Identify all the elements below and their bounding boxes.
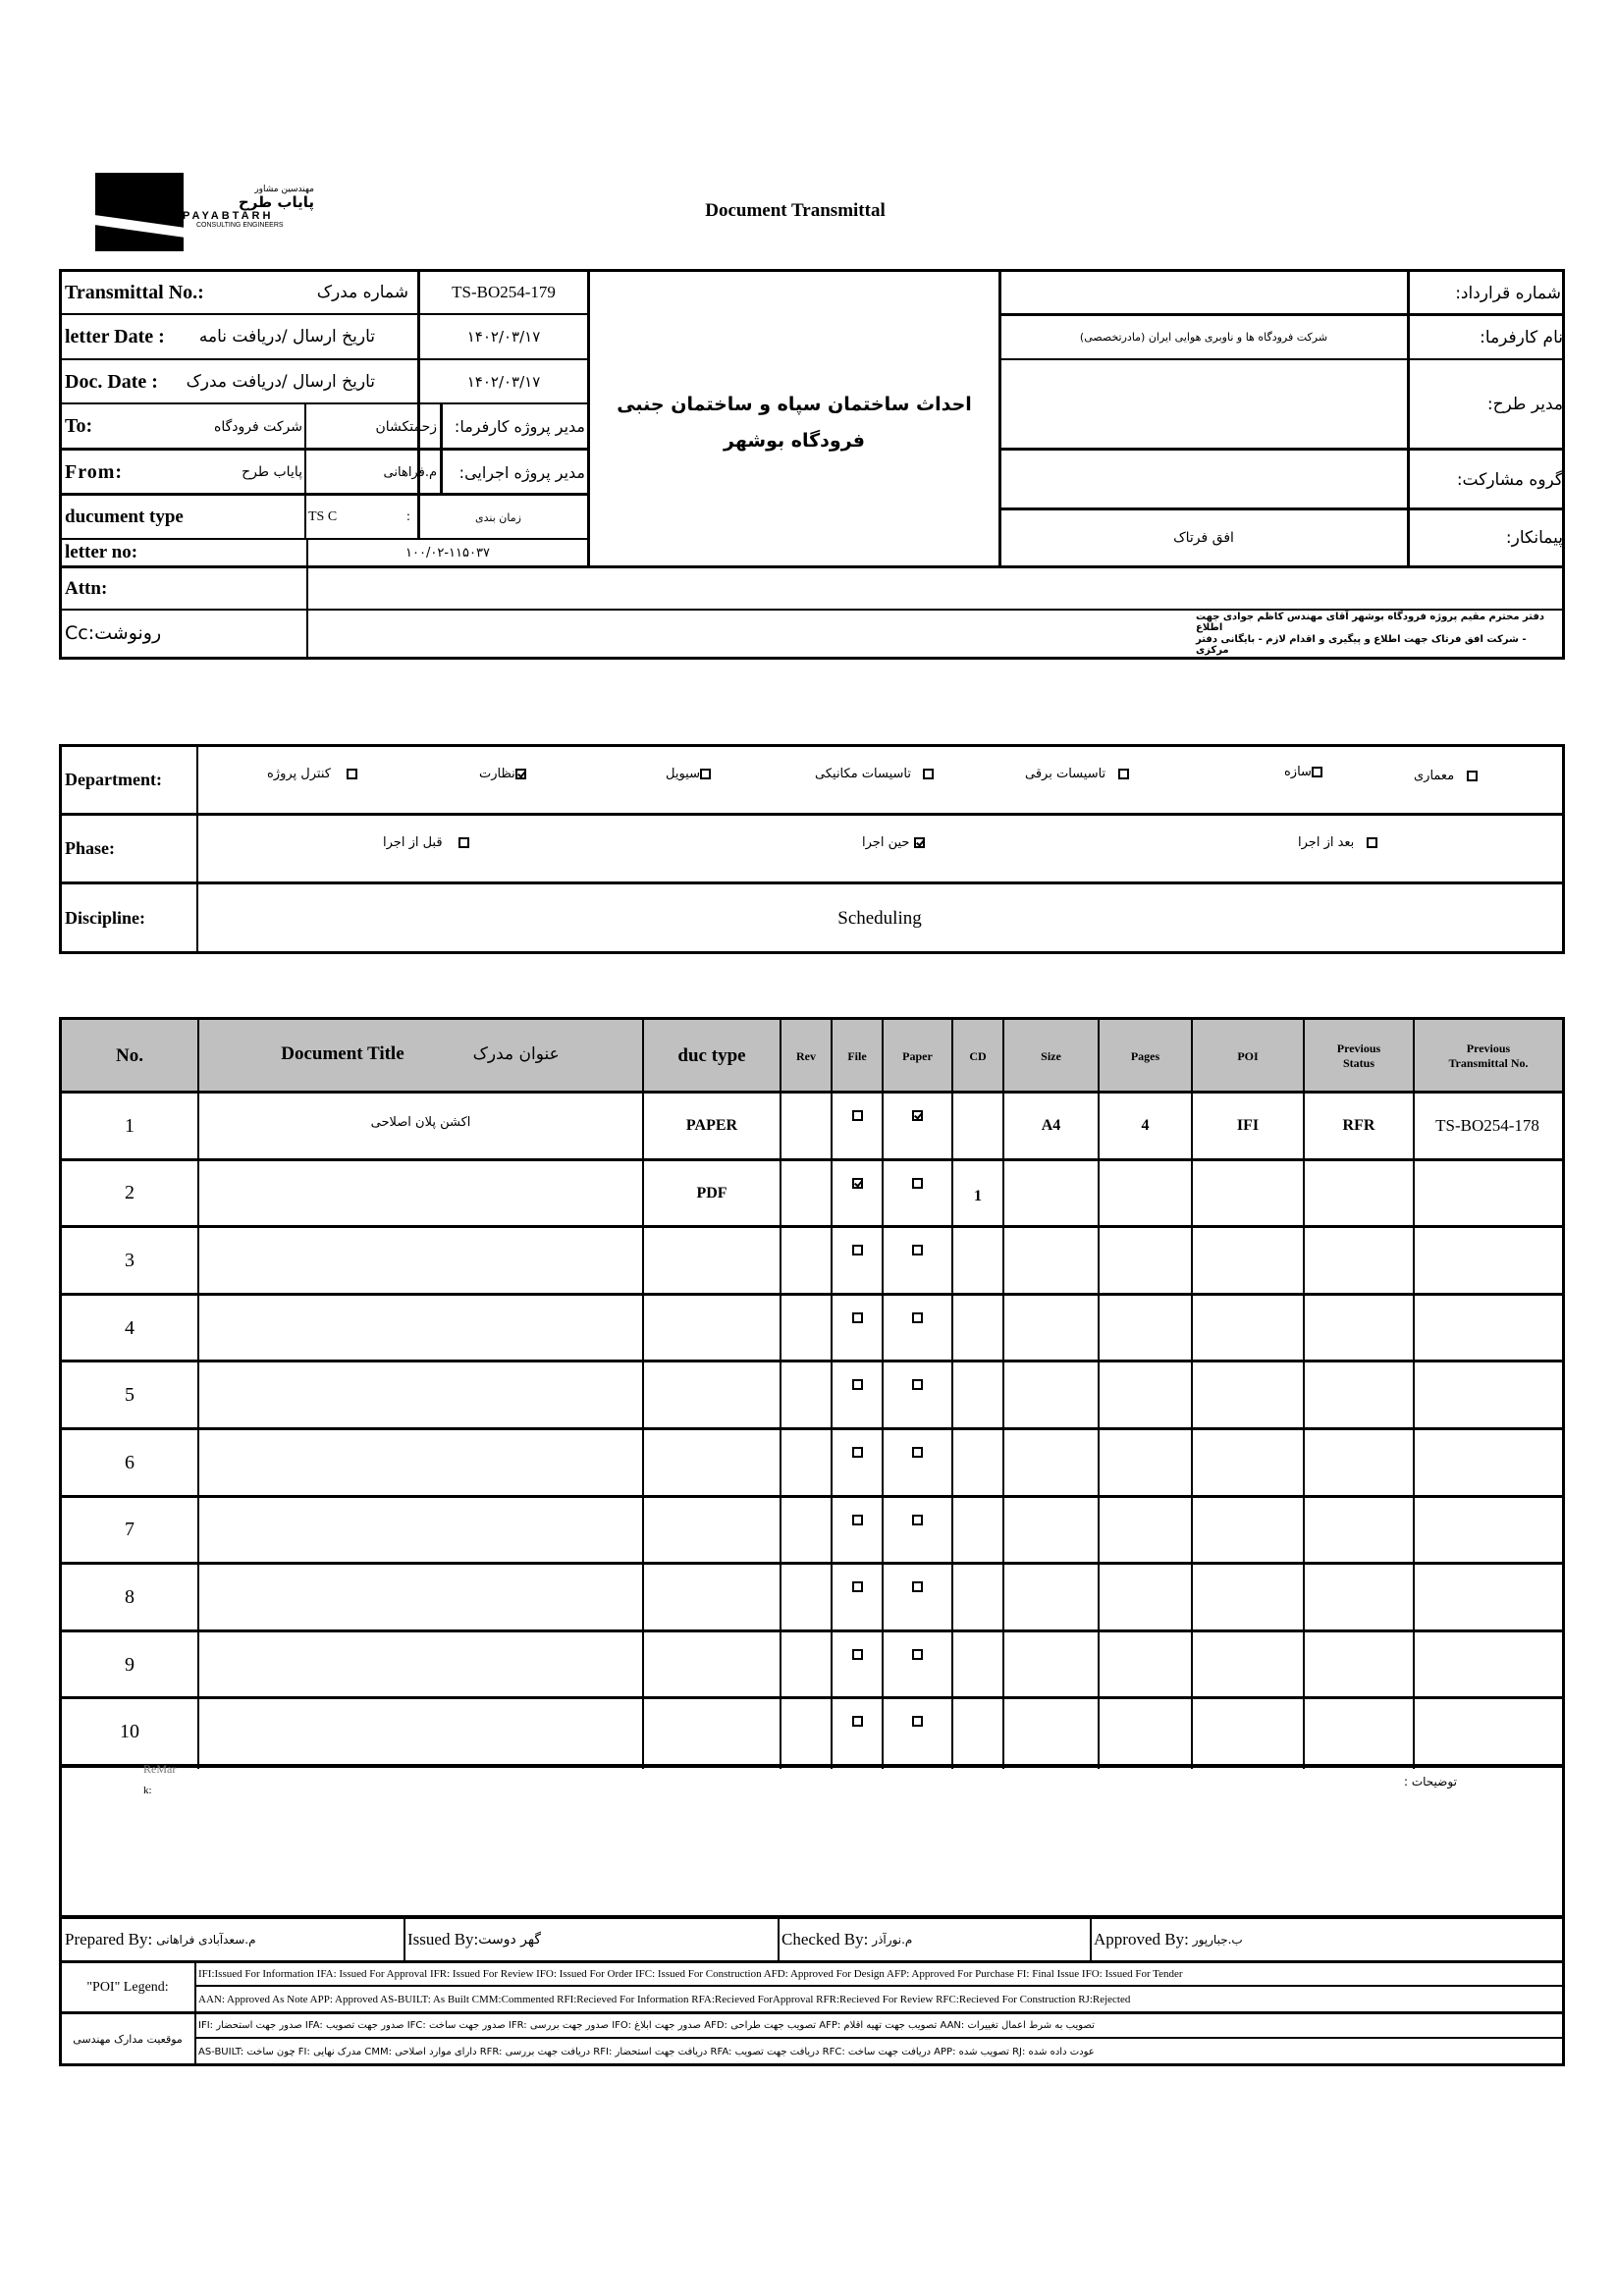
row-poi <box>1193 1499 1303 1563</box>
contractor-label-cell <box>1410 510 1563 565</box>
cc-label: Cc:رونوشت <box>65 622 162 644</box>
doc-date-value: ۱۴۰۲/۰۳/۱۷ <box>466 373 541 391</box>
department-label-supervision: نظارت <box>479 767 515 781</box>
cc-line-1: دفتر محترم مقیم پروژه فرودگاه بوشهر آقای مهندس کاظم جوادی جهت اطلاع <box>1196 611 1545 633</box>
row-prev-status: RFR <box>1342 1117 1375 1135</box>
letter-date-cell <box>420 316 587 357</box>
row-poi <box>1193 1633 1303 1697</box>
paper-checkbox[interactable] <box>912 1447 923 1458</box>
department-option-supervision[interactable] <box>479 767 526 781</box>
row-title <box>199 1363 642 1427</box>
row-poi <box>1193 1162 1303 1226</box>
checkbox-supervision[interactable] <box>515 769 526 779</box>
row-title <box>199 1499 642 1563</box>
row-paper-checkbox[interactable] <box>884 1499 951 1563</box>
doc-type-label-cell <box>65 496 304 538</box>
row-prev-status <box>1305 1431 1413 1495</box>
department-label-architecture: معماری <box>1414 769 1455 783</box>
row-cd <box>953 1431 1002 1495</box>
project-title-line-2: فرودگاه بوشهر <box>724 430 865 452</box>
checkbox-phase-after[interactable] <box>1367 837 1377 848</box>
checkbox-mechanical[interactable] <box>923 769 934 779</box>
row-title <box>199 1566 642 1629</box>
row-poi: IFI <box>1236 1117 1260 1135</box>
row-file-checkbox[interactable] <box>833 1700 882 1764</box>
checkbox-architecture[interactable] <box>1467 771 1478 781</box>
row-cd <box>953 1297 1002 1361</box>
contract-no-label-cell <box>1410 273 1563 313</box>
logo-subtitle-en: CONSULTING ENGINEERS <box>196 222 284 229</box>
row-duc-type <box>644 1297 780 1361</box>
row-file-checkbox[interactable] <box>833 1566 882 1629</box>
col-header-prev-transmittal: Previous Transmittal No. <box>1448 1041 1529 1070</box>
row-file-checkbox[interactable] <box>833 1633 882 1697</box>
row-duc-type <box>644 1363 780 1427</box>
to-role: مدیر پروژه کارفرما: <box>454 417 585 436</box>
row-title <box>199 1162 642 1226</box>
checkbox-phase-before[interactable] <box>458 837 469 848</box>
row-pages <box>1100 1700 1191 1764</box>
row-pages <box>1100 1162 1191 1226</box>
row-duc-type <box>644 1633 780 1697</box>
row-cd <box>953 1700 1002 1764</box>
row-prev-transmittal: TS-BO254-178 <box>1435 1116 1539 1136</box>
status-legend-label-cell: موقعیت مدارک مهندسی <box>73 2033 183 2046</box>
to-person-cell <box>307 405 439 448</box>
row-prev-status <box>1305 1162 1413 1226</box>
contractor-value: افق فرتاک <box>1173 530 1234 546</box>
row-prev-transmittal <box>1415 1566 1560 1629</box>
contractor-label: پیمانکار: <box>1505 528 1563 548</box>
department-label-mechanical: تاسیسات مکانیکی <box>815 767 911 781</box>
discipline-value: Scheduling <box>837 907 922 929</box>
paper-checkbox[interactable] <box>912 1716 923 1727</box>
row-size <box>1004 1499 1098 1563</box>
letter-date-label: letter Date : <box>65 325 165 347</box>
remarks-label-en: ReMar <box>143 1762 177 1776</box>
department-label-cell <box>65 747 196 813</box>
row-cd: 1 <box>974 1187 982 1204</box>
department-option-structure[interactable] <box>1284 765 1322 779</box>
to-person: زحمتکشان <box>375 418 437 435</box>
row-rev <box>781 1363 831 1427</box>
col-header-size: Size <box>1041 1048 1061 1063</box>
issued-by-value: گهر دوست <box>478 1932 542 1948</box>
phase-option-before[interactable] <box>383 835 469 850</box>
phase-label-cell <box>65 816 196 881</box>
project-title-cell <box>590 273 998 565</box>
row-title <box>199 1297 642 1361</box>
letter-date-label-cell <box>65 316 414 357</box>
col-header-poi: POI <box>1237 1048 1259 1063</box>
row-rev <box>781 1633 831 1697</box>
paper-checkbox[interactable] <box>912 1110 923 1121</box>
file-checkbox[interactable] <box>852 1379 863 1390</box>
row-size <box>1004 1229 1098 1293</box>
from-person: م.فراهانی <box>383 464 437 480</box>
row-pages <box>1100 1633 1191 1697</box>
checkbox-electrical[interactable] <box>1118 769 1129 779</box>
discipline-label: Discipline: <box>65 908 146 928</box>
transmittal-no-cell <box>420 273 587 312</box>
checkbox-structure[interactable] <box>1312 767 1322 777</box>
department-label-structure: سازه <box>1284 765 1312 779</box>
row-size <box>1004 1363 1098 1427</box>
letter-no-cell <box>308 540 587 565</box>
row-file-checkbox[interactable] <box>833 1162 882 1226</box>
row-prev-transmittal <box>1415 1297 1560 1361</box>
row-prev-transmittal <box>1415 1499 1560 1563</box>
row-file-checkbox[interactable] <box>833 1229 882 1293</box>
row-no: 5 <box>125 1384 135 1407</box>
cc-label-cell <box>65 611 304 656</box>
checked-by-cell: Checked By: م.نورآذر <box>781 1930 913 1949</box>
logo-name-en: PAYABTARH <box>183 210 274 222</box>
plan-manager-label: مدیر طرح: <box>1486 395 1563 414</box>
file-checkbox[interactable] <box>852 1245 863 1255</box>
transmittal-no-value: TS-BO254-179 <box>452 283 556 301</box>
paper-checkbox[interactable] <box>912 1178 923 1189</box>
phase-label-during: حین اجرا <box>862 835 910 850</box>
transmittal-no-label: Transmittal No.: <box>65 281 204 303</box>
row-paper-checkbox[interactable] <box>884 1633 951 1697</box>
col-header-no: No. <box>116 1045 143 1066</box>
from-person-cell <box>307 452 439 493</box>
doc-date-label: Doc. Date : <box>65 370 158 393</box>
row-duc-type <box>644 1566 780 1629</box>
department-label-civil: سیویل <box>666 767 700 781</box>
row-title <box>199 1431 642 1495</box>
company-logo-text <box>183 185 314 229</box>
row-paper-checkbox[interactable] <box>884 1297 951 1361</box>
contract-no-label: شماره قرارداد: <box>1455 283 1561 303</box>
doc-type-code: TS C <box>308 509 338 524</box>
paper-checkbox[interactable] <box>912 1245 923 1255</box>
department-option-electrical[interactable] <box>1025 767 1129 781</box>
cc-line-2: - شرکت افق فرتاک جهت اطلاع و پیگیری و اقدام لازم - بایگانی دفتر مرکزی <box>1196 633 1527 656</box>
row-duc-type <box>644 1431 780 1495</box>
row-prev-status <box>1305 1633 1413 1697</box>
from-role: مدیر پروژه اجرایی: <box>458 462 585 482</box>
contractor-cell <box>1001 510 1406 565</box>
to-label: To: <box>65 415 93 437</box>
row-no: 8 <box>125 1585 135 1608</box>
row-rev <box>781 1499 831 1563</box>
checked-by-value: م.نورآذر <box>872 1933 913 1947</box>
discipline-label-cell <box>65 884 196 952</box>
attn-value-cell <box>308 568 1561 609</box>
doc-date-cell <box>420 361 587 402</box>
doc-type-separator: : <box>406 509 410 524</box>
logo-subtitle-fa: مهندسین مشاور <box>254 185 314 194</box>
row-pages <box>1100 1229 1191 1293</box>
row-size <box>1004 1297 1098 1361</box>
row-poi <box>1193 1431 1303 1495</box>
row-prev-status <box>1305 1700 1413 1764</box>
col-header-prev-status: Previous Status <box>1336 1041 1381 1070</box>
paper-checkbox[interactable] <box>912 1312 923 1323</box>
letter-no-value: ۱۰۰/۰۲-۱۱۵۰۳۷ <box>405 545 490 561</box>
to-value: شرکت فرودگاه <box>214 418 302 435</box>
file-checkbox[interactable] <box>852 1716 863 1727</box>
plan-manager-cell <box>1001 361 1406 448</box>
row-duc-type <box>644 1499 780 1563</box>
from-label: From: <box>65 460 124 483</box>
row-poi <box>1193 1297 1303 1361</box>
col-header-pages: Pages <box>1130 1048 1160 1063</box>
partnership-label: گروه مشارکت: <box>1456 469 1563 490</box>
doc-type-label: ducument type <box>65 506 184 527</box>
row-file-checkbox[interactable] <box>833 1363 882 1427</box>
row-size <box>1004 1431 1098 1495</box>
row-prev-transmittal <box>1415 1229 1560 1293</box>
row-paper-checkbox[interactable] <box>884 1162 951 1226</box>
row-title <box>199 1229 642 1293</box>
checkbox-civil[interactable] <box>700 769 711 779</box>
row-prev-status <box>1305 1297 1413 1361</box>
row-cd <box>953 1363 1002 1427</box>
employer-cell <box>1001 316 1406 358</box>
department-label: Department: <box>65 770 162 789</box>
row-file-checkbox[interactable] <box>833 1431 882 1495</box>
contract-no-cell <box>1001 273 1406 313</box>
remarks-area[interactable] <box>62 1773 1562 1916</box>
row-cd <box>953 1095 1002 1158</box>
row-no: 7 <box>125 1519 135 1541</box>
row-cd <box>953 1499 1002 1563</box>
row-cd <box>953 1566 1002 1629</box>
poi-legend-line-1: IFI:Issued For Information IFA: Issued For Approval IFR: Issued For Review IFO: Issued For Order IFC: Issued For Construction AFD: Approved For Design AFP: Approved For Purchase FI: Final Issue IFO: Issued For Tender <box>198 1968 1183 1980</box>
doc-type-value: زمان بندی <box>475 511 521 524</box>
row-prev-transmittal <box>1415 1162 1560 1226</box>
transmittal-no-label-fa: شماره مدرک <box>316 283 408 302</box>
row-title <box>199 1633 642 1697</box>
col-header-cd: CD <box>969 1048 987 1063</box>
row-pages <box>1100 1297 1191 1361</box>
from-role-cell <box>444 452 587 493</box>
row-no: 1 <box>125 1114 135 1137</box>
row-rev <box>781 1431 831 1495</box>
row-poi <box>1193 1229 1303 1293</box>
row-rev <box>781 1566 831 1629</box>
col-header-title: Document Title عنوان مدرک <box>281 1043 560 1064</box>
row-pages: 4 <box>1141 1117 1150 1135</box>
phase-label-after: بعد از اجرا <box>1298 835 1355 850</box>
status-legend-line-2: AS-BUILT: چون ساخت FI: مدرک نهایی CMM: دارای موارد اصلاحی RFR: دریافت جهت بررسی RFI: دریافت جهت استحضار RFA: دریافت جهت تصویب RFC: دریافت جهت ساخت APP: تصویب شده RJ: عودت داده شده <box>198 2046 1095 2057</box>
row-file-checkbox[interactable] <box>833 1095 882 1158</box>
doc-date-label-fa: تاریخ ارسال /دریافت مدرک <box>186 372 375 392</box>
file-checkbox[interactable] <box>852 1649 863 1660</box>
row-pages <box>1100 1431 1191 1495</box>
remarks-label-en-sub: k: <box>143 1785 152 1796</box>
file-checkbox[interactable] <box>852 1447 863 1458</box>
department-label-project-control: کنترل پروژه <box>267 767 331 781</box>
row-no: 3 <box>125 1249 135 1271</box>
row-no: 2 <box>125 1182 135 1204</box>
letter-no-label-cell <box>65 540 304 565</box>
doc-type-cell <box>308 496 587 538</box>
file-checkbox[interactable] <box>852 1110 863 1121</box>
phase-label: Phase: <box>65 838 115 858</box>
row-prev-transmittal <box>1415 1431 1560 1495</box>
row-pages <box>1100 1363 1191 1427</box>
page-title: Document Transmittal <box>705 200 886 221</box>
row-poi <box>1193 1566 1303 1629</box>
letter-date-value: ۱۴۰۲/۰۳/۱۷ <box>466 328 541 346</box>
row-pages <box>1100 1499 1191 1563</box>
col-header-file: File <box>847 1048 867 1063</box>
employer-value: شرکت فرودگاه ها و ناوبری هوایی ایران (مادرتخصصی) <box>1079 331 1328 344</box>
row-duc-type <box>644 1229 780 1293</box>
employer-label: نام کارفرما: <box>1480 327 1563 347</box>
issued-by-cell: Issued By: گهر دوست <box>407 1930 542 1949</box>
col-header-paper: Paper <box>902 1048 933 1063</box>
row-paper-checkbox[interactable] <box>884 1095 951 1158</box>
phase-options <box>198 816 1561 881</box>
row-prev-transmittal <box>1415 1363 1560 1427</box>
row-size <box>1004 1700 1098 1764</box>
paper-checkbox[interactable] <box>912 1649 923 1660</box>
phase-option-during[interactable] <box>862 835 925 850</box>
row-prev-status <box>1305 1499 1413 1563</box>
row-paper-checkbox[interactable] <box>884 1363 951 1427</box>
company-logo <box>95 173 184 251</box>
paper-checkbox[interactable] <box>912 1581 923 1592</box>
department-option-project-control[interactable] <box>267 767 357 781</box>
row-size <box>1004 1162 1098 1226</box>
row-poi <box>1193 1363 1303 1427</box>
row-prev-transmittal <box>1415 1700 1560 1764</box>
col-header-rev: Rev <box>796 1048 816 1063</box>
paper-checkbox[interactable] <box>912 1515 923 1525</box>
row-duc-type: PAPER <box>685 1117 738 1135</box>
to-label-cell <box>65 405 304 448</box>
letter-no-label: letter no: <box>65 542 138 562</box>
partnership-label-cell <box>1410 452 1563 507</box>
from-value: پایاب طرح <box>242 464 302 480</box>
row-no: 9 <box>125 1653 135 1676</box>
file-checkbox[interactable] <box>852 1178 863 1189</box>
poi-legend-line-2: AAN: Approved As Note APP: Approved AS-BUILT: As Built CMM:Commented RFI:Recieved For Information RFA:Recieved ForApproval RFR:Recieved For Review RFC:Recieved For Construction RJ:Rejected <box>198 1994 1131 2005</box>
approved-by-cell: Approved By: ب.جبارپور <box>1094 1930 1243 1949</box>
department-option-mechanical[interactable] <box>815 767 934 781</box>
department-option-civil[interactable] <box>666 767 711 781</box>
row-rev <box>781 1162 831 1226</box>
doc-date-label-cell <box>65 361 414 402</box>
plan-manager-label-cell <box>1410 361 1563 448</box>
prepared-by-cell: Prepared By: م.سعدآبادی فراهانی <box>65 1930 256 1949</box>
row-paper-checkbox[interactable] <box>884 1700 951 1764</box>
file-checkbox[interactable] <box>852 1515 863 1525</box>
phase-option-after[interactable] <box>1298 835 1377 850</box>
row-no: 6 <box>125 1451 135 1473</box>
row-title: اکشن پلان اصلاحی <box>370 1114 471 1130</box>
row-file-checkbox[interactable] <box>833 1499 882 1563</box>
row-prev-status <box>1305 1363 1413 1427</box>
row-cd <box>953 1633 1002 1697</box>
checkbox-project-control[interactable] <box>347 769 357 779</box>
remarks-label-fa: توضیحات : <box>1404 1775 1457 1789</box>
logo-name-fa: پایاب طرح <box>238 193 314 211</box>
from-label-cell <box>65 452 304 493</box>
row-cd <box>953 1229 1002 1293</box>
row-title <box>199 1700 642 1764</box>
row-size <box>1004 1633 1098 1697</box>
cc-value-cell <box>308 611 1561 656</box>
partnership-cell <box>1001 452 1406 507</box>
file-checkbox[interactable] <box>852 1312 863 1323</box>
transmittal-no-label-cell <box>65 273 414 312</box>
prepared-by-value: م.سعدآبادی فراهانی <box>156 1933 256 1947</box>
approved-by-value: ب.جبارپور <box>1192 1933 1243 1947</box>
row-paper-checkbox[interactable] <box>884 1431 951 1495</box>
paper-checkbox[interactable] <box>912 1379 923 1390</box>
row-paper-checkbox[interactable] <box>884 1566 951 1629</box>
row-size: A4 <box>1041 1117 1061 1135</box>
row-no: 4 <box>125 1316 135 1339</box>
row-prev-status <box>1305 1229 1413 1293</box>
row-file-checkbox[interactable] <box>833 1297 882 1361</box>
row-prev-transmittal <box>1415 1633 1560 1697</box>
status-legend-line-1: IFI: صدور جهت استحضار IFA: صدور جهت تصویب IFC: صدور جهت ساخت IFR: صدور جهت بررسی IFO: صدور جهت ابلاغ AFD: تصویب جهت طراحی AFP: تصویب جهت تهیه اقلام AAN: تصویب به شرط اعمال تغییرات <box>198 2020 1095 2031</box>
employer-label-cell <box>1410 316 1563 358</box>
attn-label: Attn: <box>65 577 108 599</box>
project-title-line-1: احداث ساختمان سپاه و ساختمان جنبی <box>617 394 972 415</box>
letter-date-label-fa: تاریخ ارسال /دریافت نامه <box>198 327 375 347</box>
row-size <box>1004 1566 1098 1629</box>
row-paper-checkbox[interactable] <box>884 1229 951 1293</box>
discipline-value-cell <box>198 884 1561 952</box>
checkbox-phase-during[interactable] <box>914 837 925 848</box>
department-label-electrical: تاسیسات برقی <box>1025 767 1106 781</box>
row-duc-type <box>644 1700 780 1764</box>
row-no: 10 <box>120 1721 139 1743</box>
col-header-duc-type: duc type <box>677 1045 746 1066</box>
file-checkbox[interactable] <box>852 1581 863 1592</box>
row-duc-type: PDF <box>696 1184 727 1201</box>
row-prev-status <box>1305 1566 1413 1629</box>
department-options <box>198 747 1561 813</box>
attn-label-cell <box>65 568 304 609</box>
row-rev <box>781 1095 831 1158</box>
row-rev <box>781 1297 831 1361</box>
phase-label-before: قبل از اجرا <box>383 835 443 850</box>
to-role-cell <box>444 405 587 448</box>
department-option-architecture[interactable] <box>1414 769 1478 783</box>
poi-legend-label-cell: "POI" Legend: <box>86 1979 169 1995</box>
row-poi <box>1193 1700 1303 1764</box>
row-pages <box>1100 1566 1191 1629</box>
row-rev <box>781 1229 831 1293</box>
row-rev <box>781 1700 831 1764</box>
